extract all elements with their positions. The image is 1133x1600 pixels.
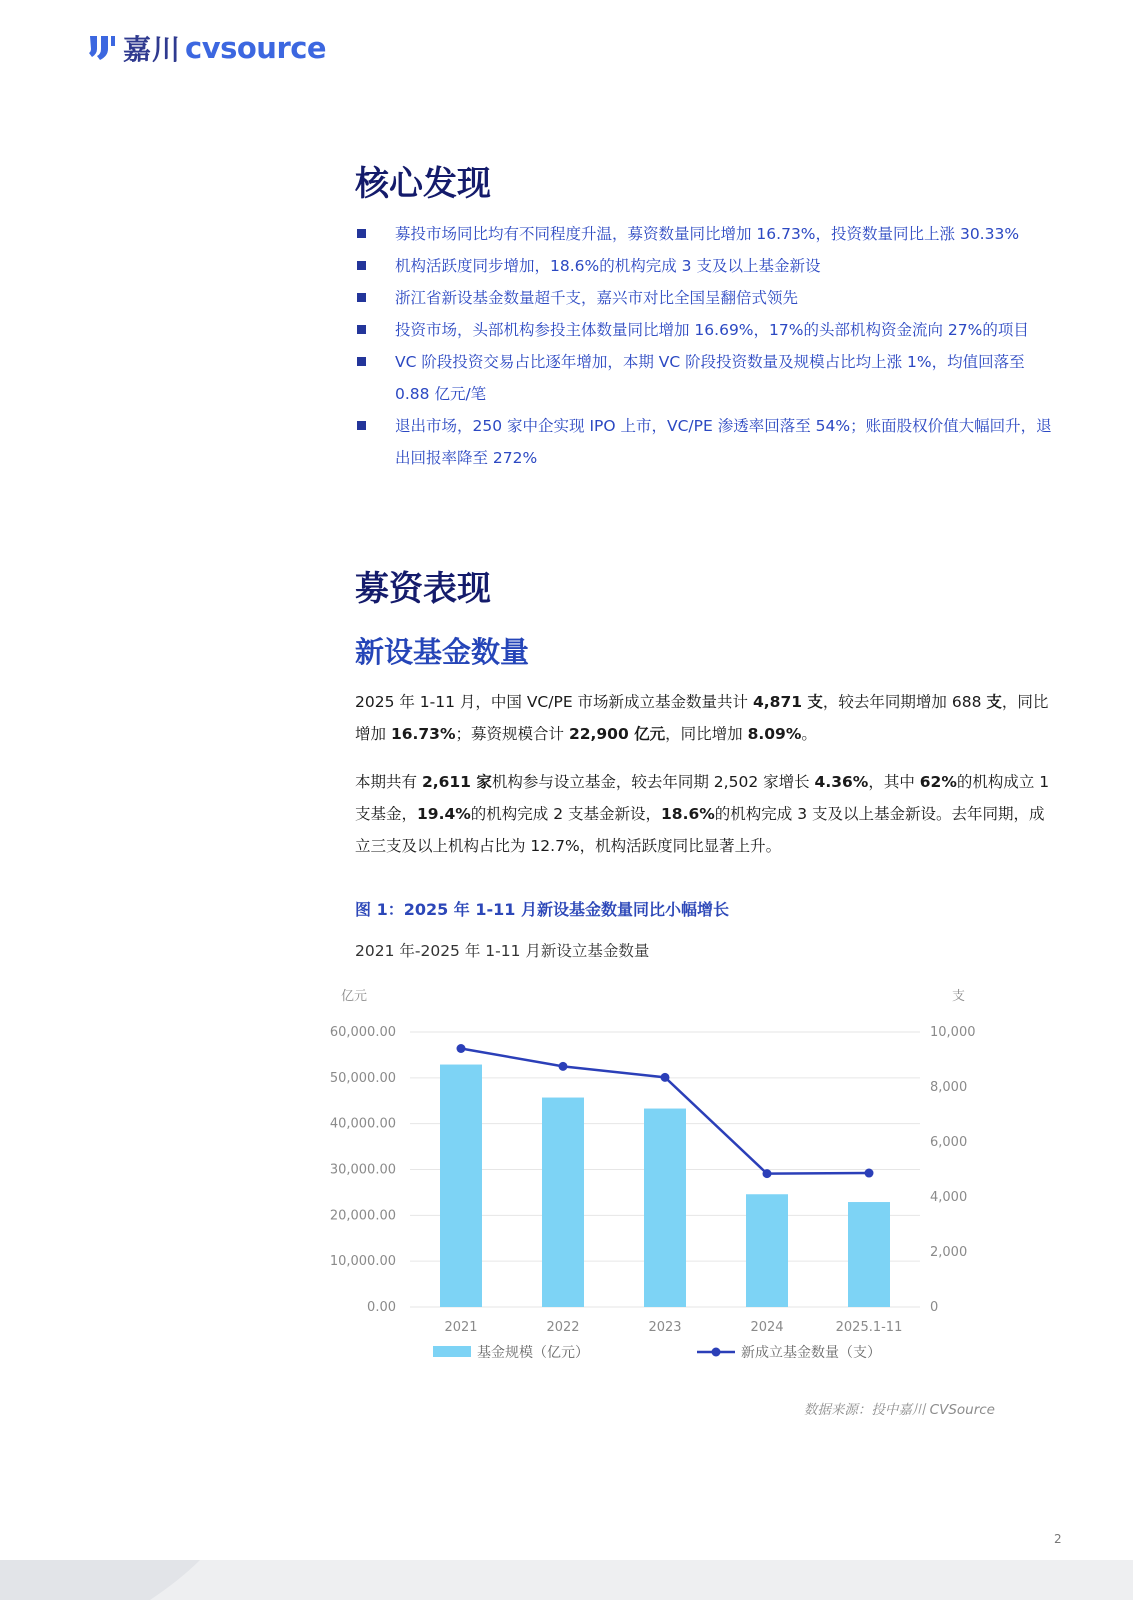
legend-swatch-bar: [433, 1346, 471, 1357]
brand-logo: [87, 30, 326, 66]
y-axis-label-left: 亿元: [341, 989, 368, 1004]
paragraph-fund-count: 2025 年 1-11 月，中国 VC/PE 市场新成立基金数量共计 4,871 支，较去年同期增加 688 支，同比增加 16.73%；募资规模合计 22,900 亿元，同比增加 8.09%。: [355, 693, 1049, 743]
core-findings-heading: 核心发现: [355, 164, 491, 204]
point-fund-count: [559, 1062, 568, 1071]
finding-item: 投资市场，头部机构参投主体数量同比增加 16.69%，17%的头部机构资金流向 27%的项目: [355, 314, 1055, 346]
new-fund-subheading: 新设基金数量: [355, 635, 530, 669]
footer-decoration: [0, 1560, 1133, 1600]
y-tick-left: 0.00: [367, 1300, 396, 1315]
finding-item: VC 阶段投资交易占比逐年增加，本期 VC 阶段投资数量及规模占比均上涨 1%，均值回落至 0.88 亿元/笔: [355, 346, 1055, 410]
x-tick-label: 2025.1-11: [835, 1320, 903, 1335]
y-tick-left: 10,000.00: [329, 1254, 396, 1270]
y-tick-left: 50,000.00: [329, 1070, 396, 1086]
y-tick-right: 2,000: [930, 1245, 968, 1260]
y-tick-left: 20,000.00: [329, 1208, 396, 1224]
point-fund-count: [763, 1169, 772, 1178]
fundraising-heading: 募资表现: [355, 569, 491, 609]
point-fund-count: [457, 1044, 466, 1053]
y-tick-left: 30,000.00: [329, 1162, 396, 1178]
y-tick-right: 6,000: [930, 1135, 968, 1150]
logo-text-en: cvsource: [185, 31, 327, 65]
x-tick-label: 2021: [444, 1320, 478, 1335]
bar-fund-size: [848, 1202, 890, 1307]
findings-list: [355, 218, 1055, 474]
y-axis-label-right: 支: [952, 989, 966, 1004]
x-tick-label: 2022: [546, 1320, 580, 1335]
x-tick-label: 2023: [648, 1320, 682, 1335]
point-fund-count: [865, 1169, 874, 1178]
y-tick-right: 4,000: [930, 1190, 968, 1205]
x-tick-label: 2024: [750, 1320, 784, 1335]
paragraph-institutions: 本期共有 2,611 家机构参与设立基金，较去年同期 2,502 家增长 4.36%，其中 62%的机构成立 1 支基金，19.4%的机构完成 2 支基金新设，18.6%的机构完成 3 支及以上基金新设。去年同期，成立三支及以上机构占比为 12.7%，机构活跃度同比显著上升。: [355, 773, 1050, 855]
page-number: 2: [1054, 1532, 1062, 1546]
logo-text-cn: 嘉川: [123, 33, 182, 66]
legend-label-line: 新成立基金数量（支）: [741, 1345, 881, 1361]
bar-fund-size: [542, 1098, 584, 1307]
y-tick-right: 8,000: [930, 1080, 968, 1095]
y-tick-left: 60,000.00: [329, 1025, 396, 1040]
y-tick-right: 10,000: [930, 1025, 976, 1040]
finding-item: 退出市场，250 家中企实现 IPO 上市，VC/PE 渗透率回落至 54%；账面股权价值大幅回升，退出回报率降至 272%: [355, 410, 1055, 474]
bar-fund-size: [746, 1194, 788, 1307]
point-fund-count: [661, 1073, 670, 1082]
cvsource-logo-icon: [87, 33, 117, 63]
y-tick-right: 0: [930, 1300, 939, 1315]
finding-item: 浙江省新设基金数量超千支，嘉兴市对比全国呈翻倍式领先: [355, 282, 1055, 314]
figure-title: 图 1：2025 年 1-11 月新设基金数量同比小幅增长: [355, 900, 729, 919]
legend-swatch-point: [712, 1348, 721, 1357]
figure-subtitle: 2021 年-2025 年 1-11 月新设立基金数量: [355, 942, 650, 960]
y-tick-left: 40,000.00: [329, 1116, 396, 1132]
data-source: 数据来源：投中嘉川 CVSource: [803, 1402, 995, 1418]
finding-item: 募投市场同比均有不同程度升温，募资数量同比增加 16.73%，投资数量同比上涨 30.33%: [355, 218, 1055, 250]
bar-fund-size: [644, 1109, 686, 1307]
fund-chart: [325, 985, 1005, 1385]
bar-fund-size: [440, 1065, 482, 1307]
legend-label-bar: 基金规模（亿元）: [477, 1345, 589, 1361]
finding-item: 机构活跃度同步增加，18.6%的机构完成 3 支及以上基金新设: [355, 250, 1055, 282]
